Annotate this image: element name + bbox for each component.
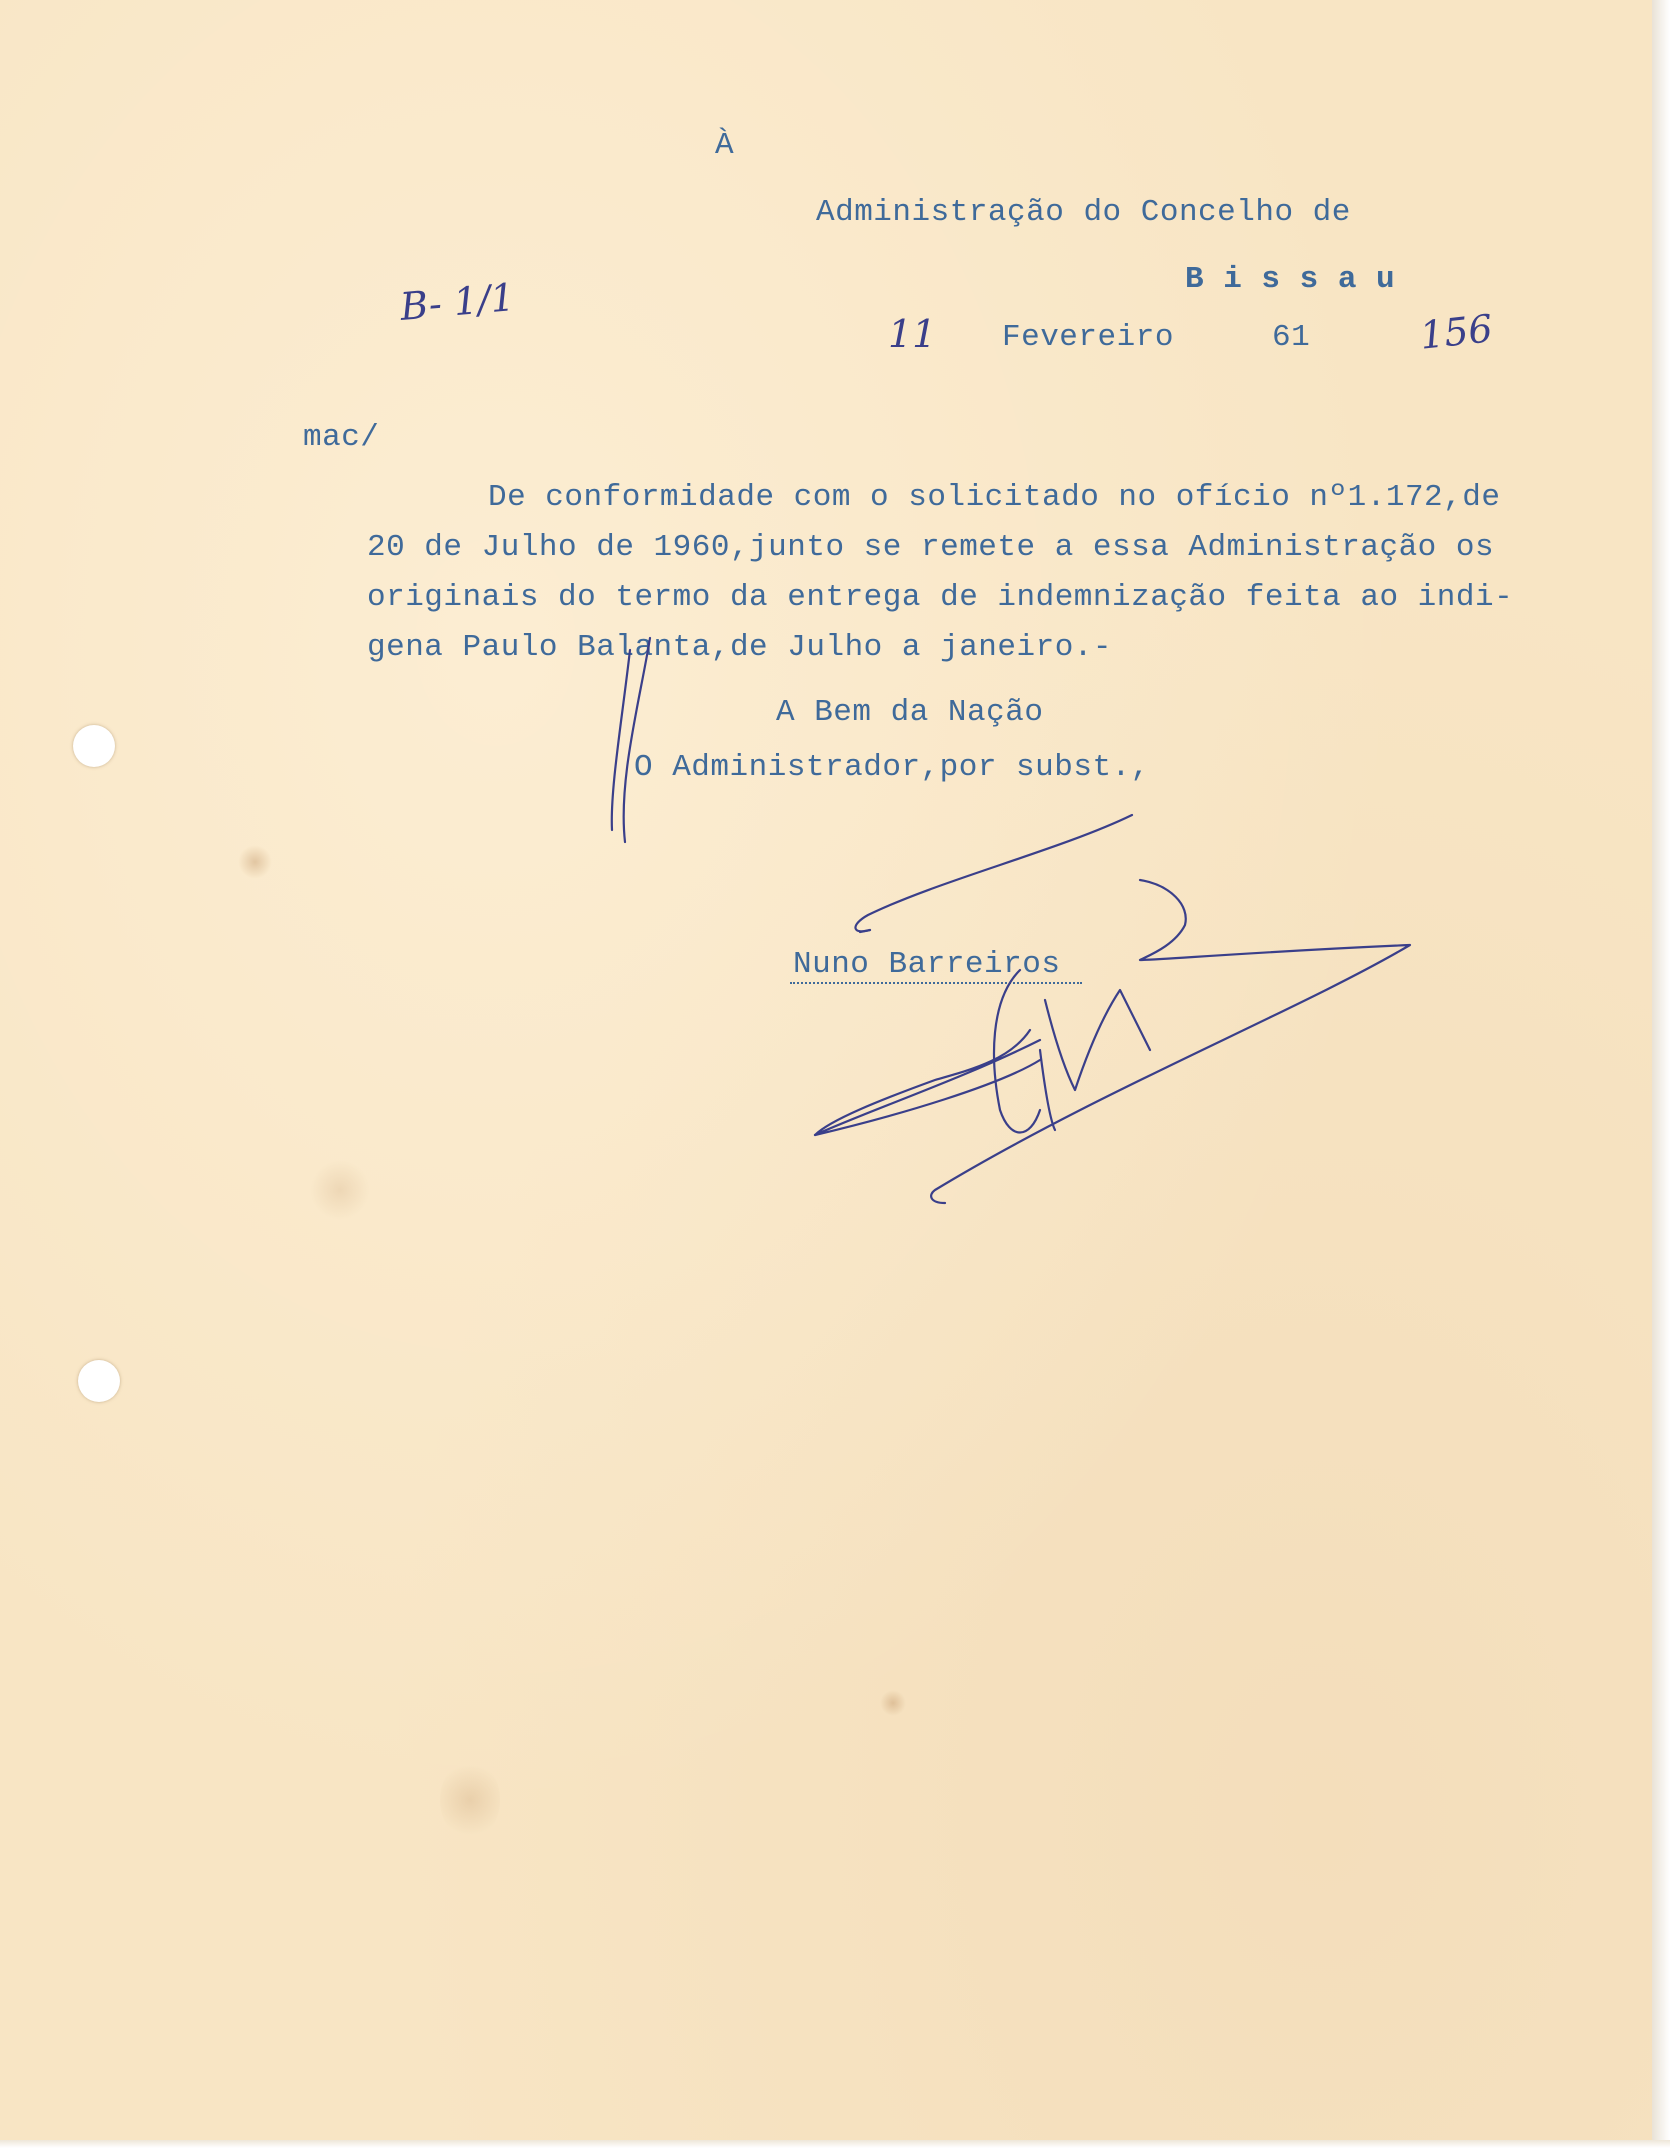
signatory-name: Nuno Barreiros [793,947,1061,982]
file-mark: B- 1/1 [398,275,517,329]
signatory-title: O Administrador,por subst., [634,750,1150,785]
body-line: originais do termo da entrega de indemnização feita ao indi- [367,580,1514,615]
page-edge-right [1652,0,1670,2148]
page-edge-bottom [0,2140,1670,2148]
handwritten-number: 156 [1417,306,1495,358]
body-line: De conformidade com o solicitado no ofício nº1.172,de [488,480,1501,515]
addressee-prefix: À [715,128,735,163]
handwritten-day: 11 [888,312,937,356]
city: B i s s a u [1185,262,1396,297]
reference: mac/ [303,420,380,455]
addressee: Administração do Concelho de [816,195,1351,230]
date-month: Fevereiro [1002,320,1174,355]
date-year: 61 [1272,320,1311,355]
body-line: gena Paulo Balanta,de Julho a janeiro.- [367,630,1113,665]
closing: A Bem da Nação [776,695,1044,730]
body-line: 20 de Julho de 1960,junto se remete a essa Administração os [367,530,1495,565]
